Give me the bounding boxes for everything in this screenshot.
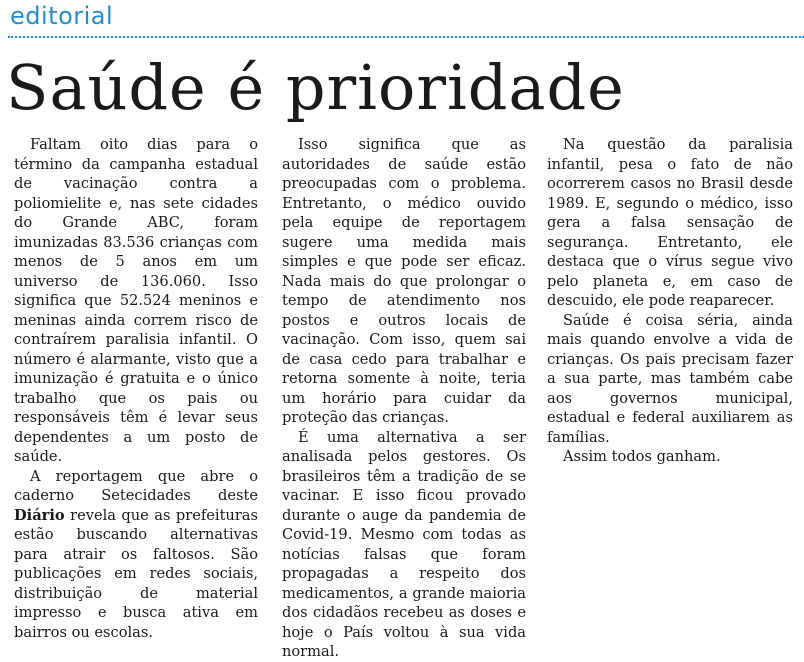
newspaper-name: Diário <box>14 506 65 524</box>
paragraph-3: Isso significa que as autoridades de saúde estão preocupadas com o problema. Entretanto, o médico ouvido pela equipe de reportagem sugere uma medida mais simples e que pode ser eficaz. Nada mais do que prolongar o tempo de atendimento nos postos e outros locais de vacinação. Com isso, quem sai de casa cedo para trabalhar e retorna somente à noite, teria um horário para cuidar da proteção das crianças. <box>282 136 526 426</box>
paragraph-4: É uma alternativa a ser analisada pelos gestores. Os brasileiros têm a tradição de se vacinar. E isso ficou provado durante o auge da pandemia de Covid-19. Mesmo com todas as notícias falsas que foram propagadas a respeito dos medicamentos, a grande maioria dos cidadãos recebeu as doses e hoje o País voltou à sua vida normal. <box>282 428 526 660</box>
paragraph-2-end: revela que as prefeituras estão buscando alternativas para atrair os faltosos. São publicações em redes sociais, distribuição de material impresso e busca ativa em bairros ou escolas. <box>14 506 258 641</box>
text-column-3 <box>547 135 793 467</box>
text-column-2 <box>282 135 526 662</box>
paragraph-6: Saúde é coisa séria, ainda mais quando envolve a vida de crianças. Os pais precisam fazer a sua parte, mas também cabe aos governos municipal, estadual e federal auxiliarem as famílias. <box>547 311 793 446</box>
paragraph-7: Assim todos ganham. <box>563 448 721 465</box>
section-label: editorial <box>10 2 114 30</box>
text-column-1 <box>14 135 258 642</box>
paragraph-5: Na questão da paralisia infantil, pesa o fato de não ocorrerem casos no Brasil desde 1989. E, segundo o médico, isso gera a falsa sensação de segurança. Entretanto, ele destaca que o vírus segue vivo pelo planeta e, em caso de descuido, ele pode reaparecer. <box>547 136 793 309</box>
section-divider <box>8 36 804 38</box>
paragraph-1: Faltam oito dias para o término da campanha estadual de vacinação contra a poliomielite e, nas sete cidades do Grande ABC, foram imunizadas 83.536 crianças com menos de 5 anos em um universo de 136.060. Isso significa que 52.524 meninos e meninas ainda correm risco de contraírem paralisia infantil. O número é alarmante, visto que a imunização é gratuita e o único trabalho que os pais ou responsáveis têm é levar seus dependentes a um posto de saúde. <box>14 136 258 465</box>
paragraph-2-start: A reportagem que abre o caderno Setecidades deste <box>14 467 258 504</box>
paragraph-2 <box>14 467 258 643</box>
headline: Saúde é prioridade <box>6 51 625 124</box>
